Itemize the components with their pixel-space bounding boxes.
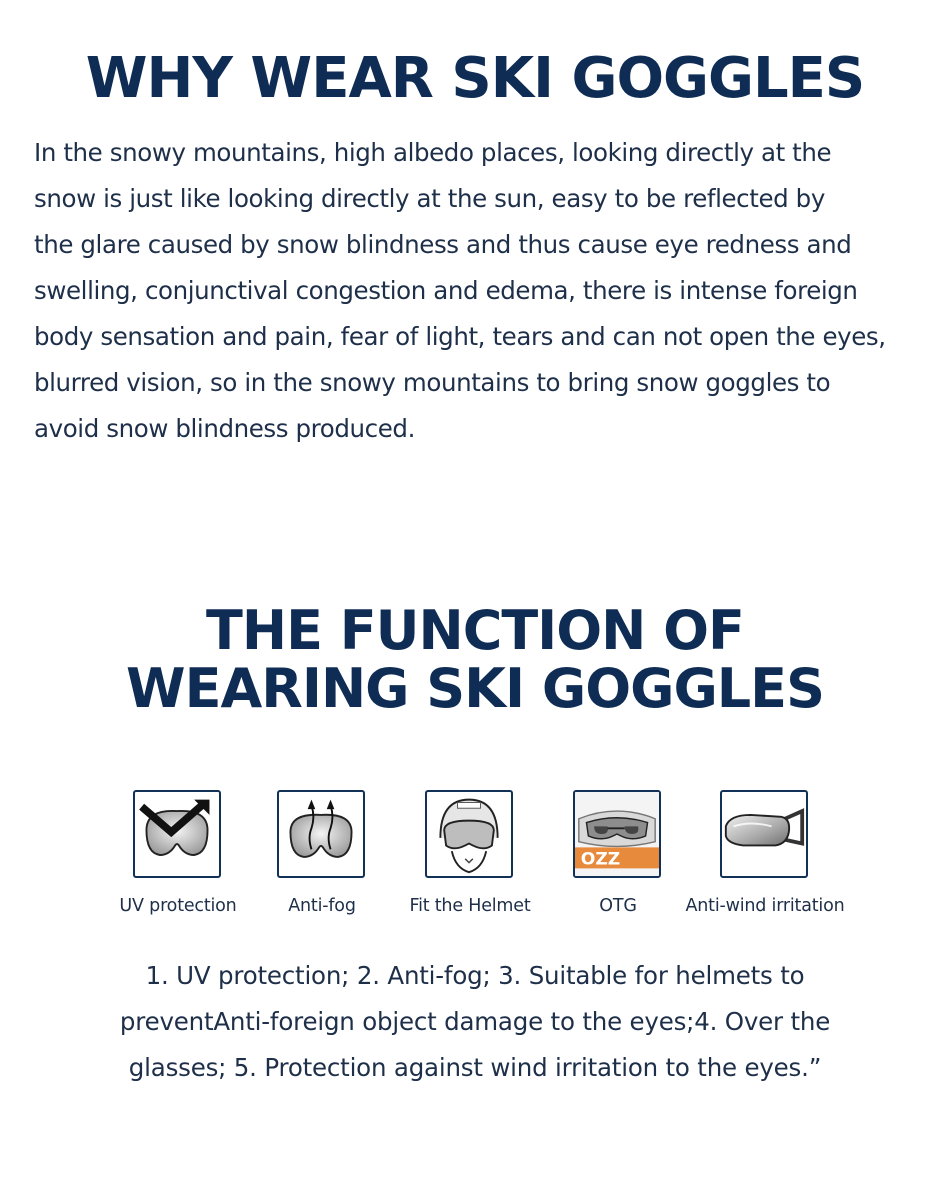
feature-label-anti-wind: Anti-wind irritation: [685, 896, 845, 916]
feature-icons-row: [0, 790, 950, 930]
section-title-why-wear: WHY WEAR SKI GOGGLES: [85, 46, 865, 111]
feature-label-helmet: Fit the Helmet: [409, 896, 531, 916]
uv-protection-icon: [133, 790, 221, 878]
svg-text:OZZ: OZZ: [580, 849, 621, 870]
feature-label-anti-fog: Anti-fog: [288, 896, 356, 916]
otg-icon: [573, 790, 661, 878]
section-title-function: THE FUNCTION OF WEARING SKI GOGGLES: [126, 599, 824, 720]
feature-label-otg: OTG: [599, 896, 637, 916]
feature-label-uv: UV protection: [119, 896, 237, 916]
anti-wind-icon: [720, 790, 808, 878]
anti-fog-icon: [277, 790, 365, 878]
helmet-fit-icon: [425, 790, 513, 878]
intro-paragraph: In the snowy mountains, high albedo places, looking directly at the snow is just like looking directly at the sun, easy to be reflected by the glare caused by snow blindness and thus cause eye redness and swelling, conjunctival congestion and edema, there is intense foreign body sensation and pain, fear of light, tears and can not open the eyes, blurred vision, so in the snowy mountains to bring snow goggles to avoid snow blindness produced.: [34, 138, 886, 443]
function-summary: 1. UV protection; 2. Anti-fog; 3. Suitable for helmets to preventAnti-foreign object damage to the eyes;4. Over the glasses; 5. Protection against wind irritation to the eyes.”: [119, 961, 831, 1082]
